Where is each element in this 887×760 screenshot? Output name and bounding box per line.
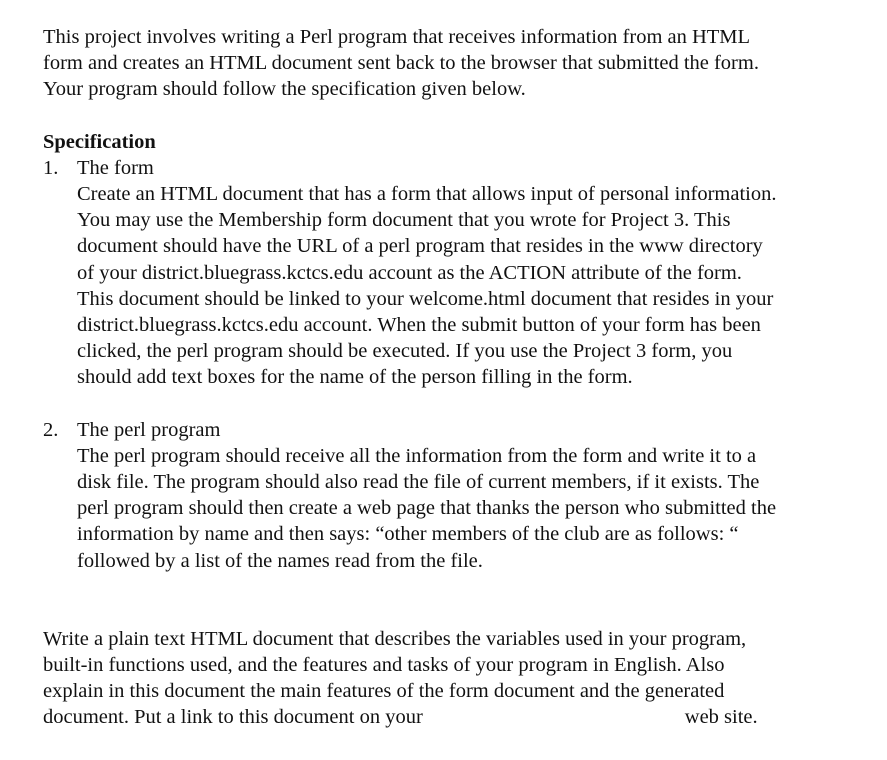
specification-heading: Specification [43,130,156,153]
spec-item-line: information by name and then says: “other members of the club are as follows: “ [77,523,739,546]
intro-line: form and creates an HTML document sent back to the browser that submitted the form. [43,52,759,75]
spec-item-line: district.bluegrass.kctcs.edu account. When the submit button of your form has been [77,314,761,337]
spec-item-line: document should have the URL of a perl program that resides in the www directory [77,235,763,258]
spec-item-line: should add text boxes for the name of the person filling in the form. [77,366,633,389]
spec-item-line: perl program should then create a web page that thanks the person who submitted the [77,497,777,520]
closing-last-line [43,704,873,730]
spec-item-line: followed by a list of the names read from the file. [77,549,483,572]
closing-paragraph [43,626,873,731]
list-number: 1. [43,156,59,179]
closing-last-after: web site. [684,706,758,729]
list-number: 2. [43,418,59,441]
spec-item-title: The form [77,156,154,179]
spec-item-line: clicked, the perl program should be executed. If you use the Project 3 form, you [77,340,733,363]
spec-item-form [43,155,873,391]
spec-item-line: Create an HTML document that has a form that allows input of personal information. [77,183,777,206]
spec-item-line: of your district.bluegrass.kctcs.edu account as the ACTION attribute of the form. [77,261,742,284]
spec-item-line: This document should be linked to your welcome.html document that resides in your [77,287,774,310]
intro-line: Your program should follow the specification given below. [43,78,526,101]
closing-line: explain in this document the main features of the form document and the generated [43,680,725,703]
spec-item-line: disk file. The program should also read the file of current members, if it exists. The [77,471,760,494]
document-page [43,24,873,731]
closing-last-before: document. Put a link to this document on your [43,706,423,729]
intro-line: This project involves writing a Perl program that receives information from an HTML [43,26,751,48]
closing-line: built-in functions used, and the features and tasks of your program in English. Also [43,654,725,677]
spacer [43,574,873,626]
closing-line: Write a plain text HTML document that describes the variables used in your program, [43,627,747,650]
spacer [43,391,873,417]
spec-item-line: The perl program should receive all the information from the form and write it to a [77,444,757,467]
intro-paragraph [43,24,873,103]
spec-item-perl-program [43,417,873,574]
spec-item-title: The perl program [77,418,221,441]
spec-item-line: You may use the Membership form document that you wrote for Project 3. This [77,209,731,232]
